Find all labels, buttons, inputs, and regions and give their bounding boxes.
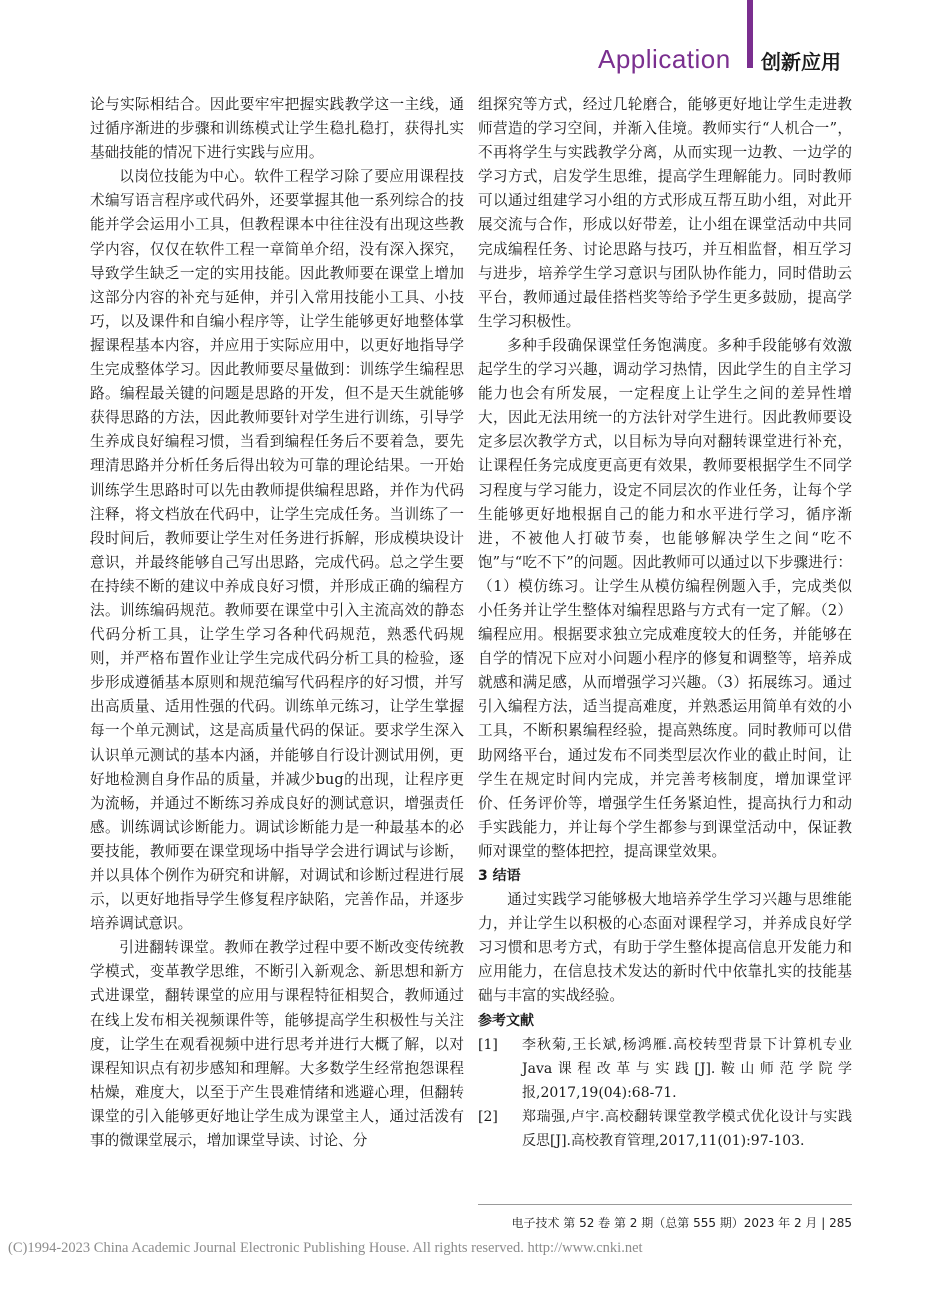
reference-text: 李秋菊,王长斌,杨鸿雁.高校转型背景下计算机专业Java课程改革与实践[J].鞍山师范学院学报,2017,19(04):68-71. (522, 1036, 852, 1101)
copyright-watermark: (C)1994-2023 China Academic Journal Electronic Publishing House. All rights reserved. http://www.cnki.net (8, 1240, 643, 1256)
body-paragraph: 论与实际相结合。因此要牢牢把握实践教学这一主线，通过循序渐进的步骤和训练模式让学生稳扎稳打，获得扎实基础技能的情况下进行实践与应用。 (90, 96, 464, 162)
section-heading-conclusion: 3 结语 (478, 868, 521, 884)
body-paragraph: 以岗位技能为中心。软件工程学习除了要应用课程技术编写语言程序或代码外，还要掌握其他一系列综合的技能并学会运用小工具，但教程课本中往往没有出现这些教学内容，仅仅在软件工程一章简单介绍，没有深入探究，导致学生缺乏一定的实用技能。因此教师要在课堂上增加这部分内容的补充与延伸，并引入常用技能小工具、小技巧，以及课件和自编小程序等，让学生能够更好地整体掌握课程基本内容，并应用于实际应用中，以更好地指导学生完成整体学习。因此教师要尽量做到：训练学生编程思路。编程最关键的问题是思路的开发，但不是天生就能够获得思路的方法，因此教师要针对学生进行训练，引导学生养成良好编程习惯，当看到编程任务后不要着急，要先理清思路并分析任务后得出较为可靠的理论结果。一开始训练学生思路时可以先由教师提供编程思路，并作为代码注释，将文档放在代码中，让学生完成任务。当训练了一段时间后，教师要让学生对任务进行拆解，形成模块设计意识，并最终能够自己写出思路，完成代码。总之学生要在持续不断的建议中养成良好习惯，并形成正确的编程方法。训练编码规范。教师要在课堂中引入主流高效的静态代码分析工具，让学生学习各种代码规范，熟悉代码规则，并严格布置作业让学生完成代码分析工具的检验，逐步形成遵循基本原则和规范编写代码程序的好习惯，并写出高质量、适用性强的代码。训练单元练习，让学生掌握每一个单元测试，这是高质量代码的保证。要求学生深入认识单元测试的基本内涵，并能够自行设计测试用例，更好地检测自身作品的质量，并减少bug的出现，让程序更为流畅，并通过不断练习养成良好的测试意识，增强责任感。训练调试诊断能力。调试诊断能力是一种最基本的必要技能，教师要在课堂现场中指导学会进行调试与诊断，并以具体个例作为研究和讲解，对调试和诊断过程进行展示，以更好地指导学生修复程序缺陷，完善作品，并逐步培养调试意识。 (90, 168, 464, 933)
right-column (478, 93, 852, 1153)
reference-item (478, 1105, 852, 1153)
reference-text: 郑瑞强,卢宇.高校翻转课堂教学模式优化设计与实践反思[J].高校教育管理,2017,11(01):97-103. (522, 1108, 852, 1149)
body-paragraph: 引进翻转课堂。教师在教学过程中要不断改变传统教学模式，变革教学思维，不断引入新观念、新思想和新方式进课堂，翻转课堂的应用与课程特征相契合，教师通过在线上发布相关视频课件等，能够提高学生积极性与关注度，让学生在观看视频中进行思考并进行大概了解，以对课程知识点有初步感知和理解。大多数学生经常抱怨课程枯燥，难度大，以至于产生畏难情绪和逃避心理，但翻转课堂的引入能够更好地让学生成为课堂主人，通过活泼有事的微课堂展示，增加课堂导读、讨论、分 (90, 939, 464, 1150)
footer-journal-info: 电子技术 第 52 卷 第 2 期（总第 555 期）2023 年 2 月 | 285 (511, 1216, 852, 1230)
references-heading: 参考文献 (478, 1012, 534, 1029)
body-paragraph: 多种手段确保课堂任务饱满度。多种手段能够有效激起学生的学习兴趣，调动学习热情，因此学生的自主学习能力也会有所发展，一定程度上让学生之间的差异性增大，因此无法用统一的方法针对学生进行。因此教师要设定多层次教学方式，以目标为导向对翻转课堂进行补充，让课程任务完成度更高更有效果，教师要根据学生不同学习程度与学习能力，设定不同层次的作业任务，让每个学生能够更好地根据自己的能力和水平进行学习，循序渐进，不被他人打破节奏，也能够解决学生之间“吃不饱”与“吃不下”的问题。因此教师可以通过以下步骤进行：（1）模仿练习。让学生从模仿编程例题入手，完成类似小任务并让学生整体对编程思路与方式有一定了解。（2）编程应用。根据要求独立完成难度较大的任务，并能够在自学的情况下应对小问题小程序的修复和调整等，培养成就感和满足感，从而增强学习兴趣。（3）拓展练习。通过引入编程方法，适当提高难度，并熟悉运用简单有效的小工具，不断积累编程经验，提高熟练度。同时教师可以借助网络平台，通过发布不同类型层次作业的截止时间，让学生在规定时间内完成，并完善考核制度，增加课堂评价、任务评价等，增强学生任务紧迫性，提高执行力和动手实践能力，并让每个学生都参与到课堂活动中，保证教师对课堂的整体把控，提高课堂效果。 (478, 336, 852, 860)
footer-divider (478, 1204, 852, 1205)
conclusion-paragraph: 通过实践学习能够极大地培养学生学习兴趣与思维能力，并让学生以积极的心态面对课程学习，并养成良好学习习惯和思考方式，有助于学生整体提高信息开发能力和应用能力，在信息技术发达的新时代中依靠扎实的技能基础与丰富的实战经验。 (478, 891, 852, 1005)
header-application-label: Application (598, 44, 731, 74)
reference-number: [1] (478, 1036, 498, 1053)
header-section-title: 创新应用 (761, 50, 841, 74)
left-column (90, 93, 464, 1153)
reference-number: [2] (478, 1108, 498, 1125)
header-accent-bar (747, 0, 753, 68)
body-paragraph: 组探究等方式，经过几轮磨合，能够更好地让学生走进教师营造的学习空间，并渐入佳境。教师实行“人机合一”，不再将学生与实践教学分离，从而实现一边教、一边学的学习方式，启发学生思维，提高学生理解能力。同时教师可以通过组建学习小组的方式形成互帮互助小组，对此开展交流与合作，形成以好带差，让小组在课堂活动中共同完成编程任务、讨论思路与技巧，并互相监督，相互学习与进步，培养学生学习意识与团队协作能力，同时借助云平台，教师通过最佳搭档奖等给予学生更多鼓励，提高学生学习积极性。 (478, 96, 852, 330)
reference-item (478, 1033, 852, 1105)
